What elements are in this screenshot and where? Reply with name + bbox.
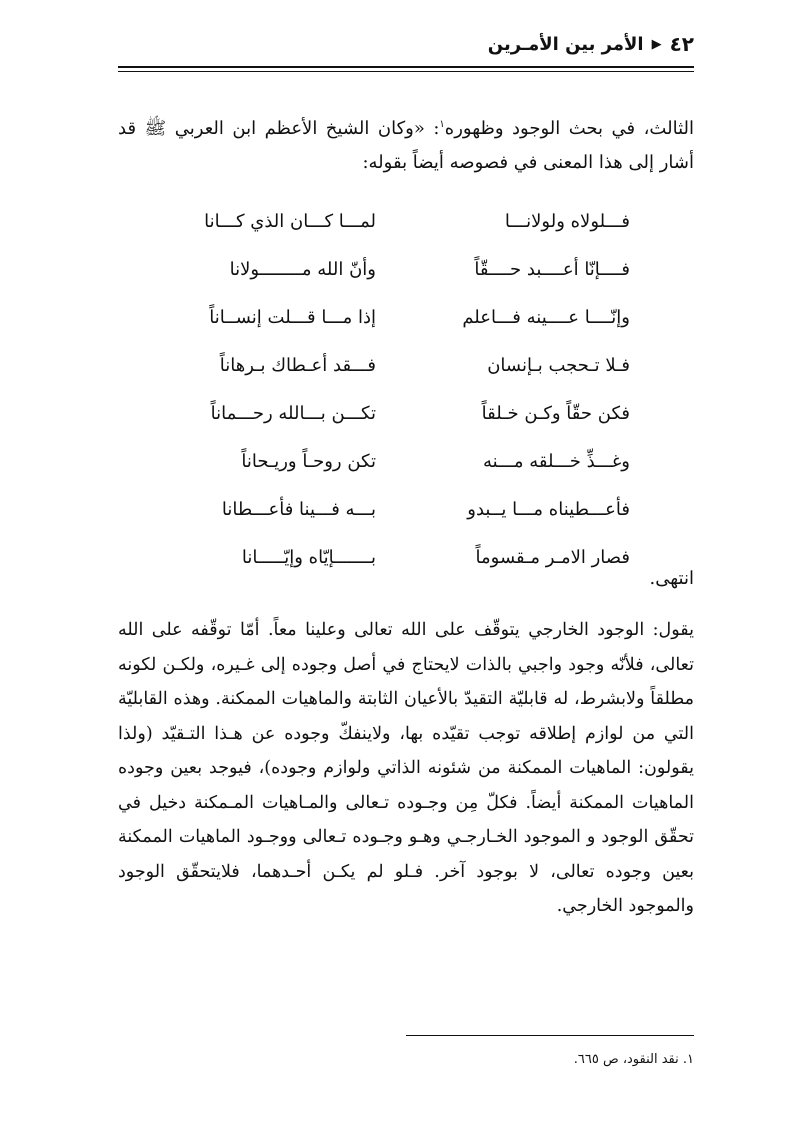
hemistich-first: وإنّــــا عــــينه فـــاعلم bbox=[462, 307, 630, 328]
header-rule-thin bbox=[118, 71, 694, 72]
poem bbox=[176, 198, 630, 582]
hemistich-first: وغـــذِّ خـــلقه مـــنه bbox=[482, 451, 630, 472]
footnote: ١. نقد النقود، ص ٦٦٥. bbox=[573, 1052, 694, 1067]
hemistich-second: فـــقد أعـطاك بـرهاناً bbox=[219, 355, 376, 376]
running-title: الأمر بين الأمـرين bbox=[487, 33, 644, 55]
poem-line bbox=[176, 438, 630, 486]
hemistich-second: بـــــــإيّاه وإيّـــــانا bbox=[241, 547, 376, 568]
poem-line bbox=[176, 294, 630, 342]
body-paragraph: يقول: الوجود الخارجي يتوقّف على الله تعالى وعلينا معاً. أمّا توقّفه على الله تعالى، فلأنّه وجود واجبي بالذات لايحتاج في أصل وجوده إلى غـيره، ولكـن لكونه مطلقاً ولابشرط، له قابليّة التقيدّ بالأعيان الثابتة والماهيات الممكنة. وهذه القابليّة التي من لوازم إطلاقه توجب تقيّده بها، ولاينفكّ وجوده عن هـذا التـقيّد (ولذا يقولون: الماهيات الممكنة من شئونه الذاتي ولوازم وجوده)، فيوجد بعين وجوده الماهيات الممكنة أيضاً. فكلّ مِن وجـوده تـعالى والمـاهيات المـمكنة دخيل في تحقّق الوجود و الموجود الخـارجـي وهـو وجـوده تـعالى ووجـود الماهيات الممكنة بعين وجوده تعالى، لا بوجود آخر. فـلو لم يكـن أحـدهما، فلايتحقّق الوجود والموجود الخارجي. bbox=[118, 620, 694, 916]
hemistich-first: فكن حقّاً وكـن خـلقاً bbox=[481, 403, 630, 424]
footnote-reference: ١ bbox=[439, 119, 445, 130]
hemistich-first: فأعـــطيناه مـــا يــبدو bbox=[467, 499, 630, 520]
poem-line bbox=[176, 246, 630, 294]
closing-word: انتهى. bbox=[649, 568, 694, 589]
intro-text-continued: : «وكان الشيخ الأعظم ابن العربي ﷺ قد أشار إلى هذا المعنى في فصوصه أيضاً بقوله: bbox=[118, 118, 694, 173]
hemistich-second: وأنّ الله مــــــــولانا bbox=[229, 259, 376, 280]
poem-line bbox=[176, 390, 630, 438]
poem-line bbox=[176, 486, 630, 534]
hemistich-first: فصار الامـر مـقسوماً bbox=[475, 547, 630, 568]
intro-paragraph bbox=[118, 112, 694, 180]
running-header bbox=[118, 32, 694, 56]
footnote-rule bbox=[406, 1035, 694, 1036]
triangle-marker-icon: ▶ bbox=[651, 36, 662, 52]
hemistich-first: فـــلولاه ولولانـــا bbox=[504, 211, 630, 232]
poem-line bbox=[176, 198, 630, 246]
poem-line bbox=[176, 534, 630, 582]
hemistich-first: فــــإنّا أعــــبد حــــقّاً bbox=[474, 259, 630, 280]
hemistich-second: بـــه فـــينا فأعـــطانا bbox=[221, 499, 376, 520]
hemistich-second: لمـــا كـــان الذي كـــانا bbox=[204, 211, 376, 232]
page-number: ٤٢ bbox=[669, 32, 694, 56]
poem-line bbox=[176, 342, 630, 390]
hemistich-second: تكـــن بـــالله رحـــماناً bbox=[210, 403, 376, 424]
intro-text: الثالث، في بحث الوجود وظهوره bbox=[444, 118, 694, 139]
hemistich-first: فـلا تـحجب بـإنسان bbox=[487, 355, 630, 376]
hemistich-second: إذا مـــا قـــلت إنســاناً bbox=[209, 307, 376, 328]
hemistich-second: تكن روحـاً وريـحاناً bbox=[241, 451, 376, 472]
header-rule-thick bbox=[118, 66, 694, 68]
